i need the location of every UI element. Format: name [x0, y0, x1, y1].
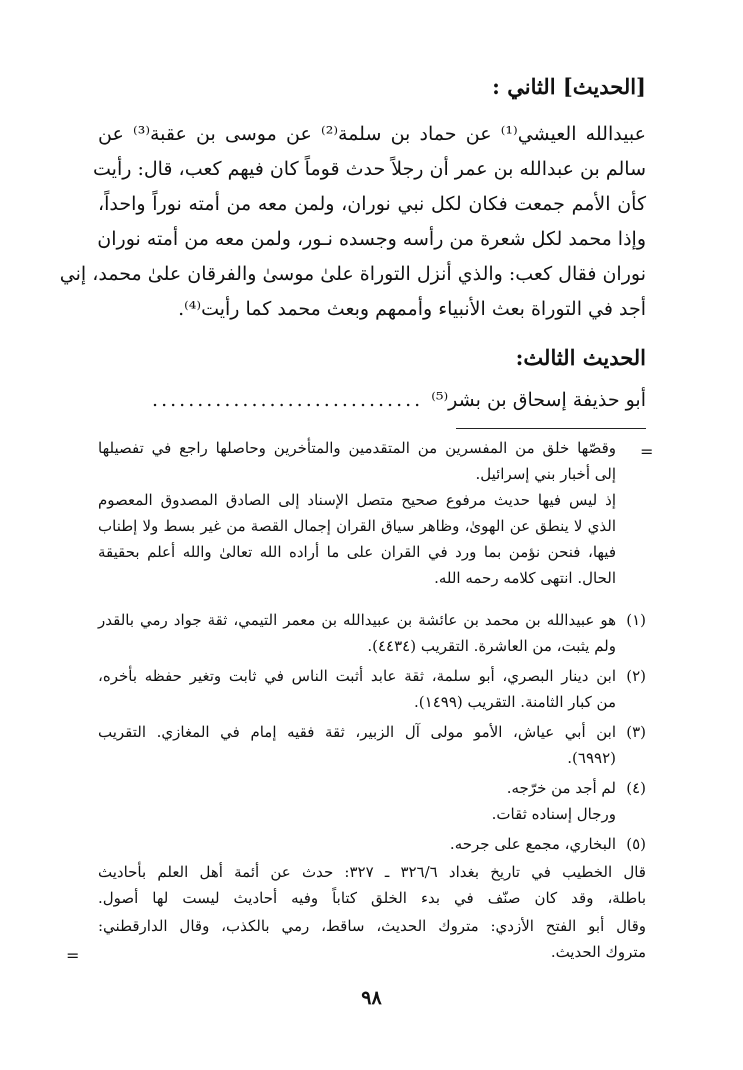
- footnote-5-line-3: باطلة، وقد كان صنّف في بدء الخلق كتاباً وفيه أحاديث ليست لها أصول.: [98, 889, 646, 907]
- footnote-2-line-1: ابن دينار البصري، أبو سلمة، ثقة عابد أثبت الناس في ثابت وتغير حفظه بأخره،: [98, 667, 616, 685]
- footnote-1-line-2: ولم يثبت، من العاشرة. التقريب (٤٤٣٤).: [367, 637, 616, 655]
- hadith-2-line-2: سالم بن عبدالله بن عمر أن رجلاً حدث قوماً كان فيهم كعب، قال: رأيت: [93, 158, 646, 180]
- hadith-3-heading: الحديث الثالث:: [515, 345, 646, 370]
- footnote-3-line-2: (٦٩٩٢).: [567, 749, 616, 767]
- footnote-5-line-5: متروك الحديث.: [550, 943, 646, 961]
- continuation-mark-top: =: [640, 442, 654, 461]
- hadith-2-heading: [الحديث] الثاني :: [492, 74, 646, 99]
- hadith-2-line-4: وإذا محمد لكل شعرة من رأسه وجسده نـور، ولمن معه من أمته نوران: [97, 228, 646, 250]
- footnote-separator: [456, 428, 646, 429]
- footnote-continued-line-5: فيها، فنحن نؤمن بما ورد في القران على ما أراده الله تعالىٰ والله أعلم بحقيقة: [98, 543, 616, 561]
- hadith-3-line: [98, 385, 646, 415]
- footnote-4-number: (٤): [626, 779, 646, 797]
- footnote-5-line-1: البخاري، مجمع على جرحه.: [449, 835, 616, 853]
- hadith-3-text: أبو حذيفة إسحاق بن بشر⁽⁵⁾: [431, 389, 646, 411]
- footnote-continued-line-6: الحال. انتهى كلامه رحمه الله.: [434, 569, 616, 587]
- hadith-2-line-5: نوران فقال كعب: والذي أنزل التوراة علىٰ موسىٰ والفرقان علىٰ محمد، إني: [59, 263, 646, 285]
- footnote-5-number: (٥): [626, 835, 646, 853]
- footnote-4-line-2: ورجال إسناده ثقات.: [491, 805, 616, 823]
- footnote-2-number: (٢): [626, 667, 646, 685]
- footnote-5-line-4: وقال أبو الفتح الأزدي: متروك الحديث، ساقط، رمي بالكذب، وقال الدارقطني:: [98, 917, 646, 935]
- footnote-3-number: (٣): [626, 723, 646, 741]
- continuation-mark-bottom: =: [66, 946, 80, 965]
- hadith-2-line-6: أجد في التوراة بعث الأنبياء وأممهم وبعث محمد كما رأيت⁽⁴⁾.: [178, 298, 646, 320]
- footnote-4-line-1: لم أجد من خرّجه.: [506, 779, 616, 797]
- ellipsis-dots: ..............................: [152, 389, 424, 411]
- hadith-2-line-1: عبيدالله العيشي⁽¹⁾ عن حماد بن سلمة⁽²⁾ عن موسى بن عقبة⁽³⁾ عن: [98, 123, 647, 145]
- footnote-continued-line-4: الذي لا ينطق عن الهوىٰ، وظاهر سياق القران إجمال القصة من غير بسط ولا إطناب: [98, 517, 616, 535]
- footnote-2-line-2: من كبار الثامنة. التقريب (١٤٩٩).: [414, 693, 616, 711]
- footnote-continued-line-2: إلى أخبار بني إسرائيل.: [475, 465, 616, 483]
- footnote-continued-line-1: وقصّها خلق من المفسرين من المتقدمين والمتأخرين وحاصلها راجع في تفصيلها: [98, 439, 616, 457]
- footnote-3-line-1: ابن أبي عياش، الأمو مولى آل الزبير، ثقة فقيه إمام في المغازي. التقريب: [98, 723, 616, 741]
- footnote-continued-line-3: إذ ليس فيها حديث مرفوع صحيح متصل الإسناد إلى الصادق المصدوق المعصوم: [98, 491, 616, 509]
- page-number: ٩٨: [361, 987, 382, 1009]
- footnote-1-number: (١): [626, 611, 646, 629]
- footnote-1-line-1: هو عبيدالله بن محمد بن عائشة بن عبيدالله بن معمر التيمي، ثقة جواد رمي بالقدر: [98, 611, 616, 629]
- footnote-5-line-2: قال الخطيب في تاريخ بغداد ٣٢٦/٦ ـ ٣٢٧: حدث عن أئمة أهل العلم بأحاديث: [98, 863, 646, 881]
- hadith-2-line-3: كأن الأمم جمعت فكان لكل نبي نوران، ولمن معه من أمته نوراً واحداً،: [98, 193, 646, 215]
